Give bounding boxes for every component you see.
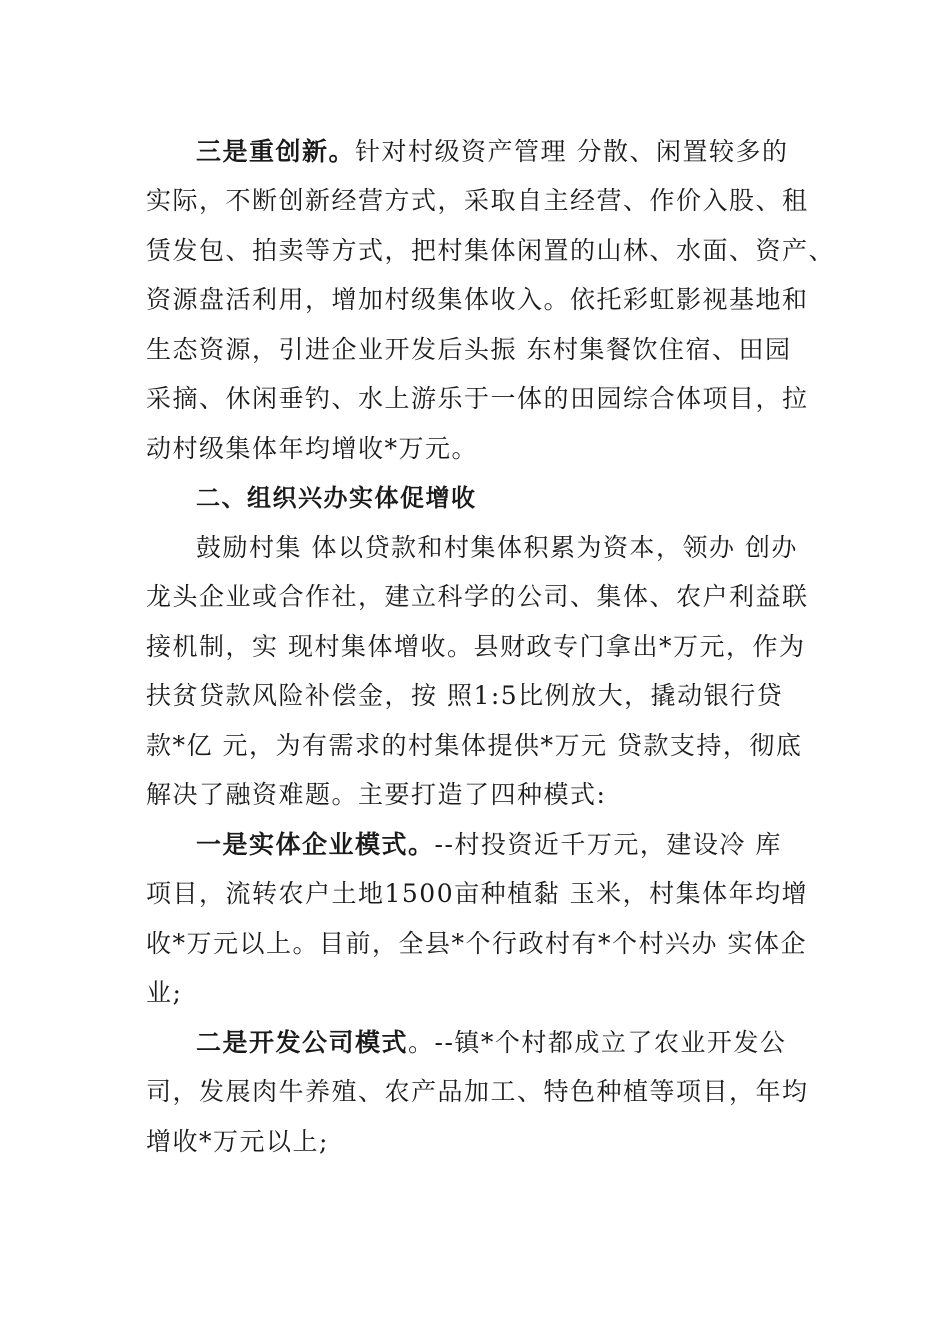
paragraph-lead: 二是开发公司模式 xyxy=(196,1028,409,1057)
paragraph-line: 接机制，实 现村集体增收。县财政专门拿出*万元，作为 xyxy=(146,632,806,661)
line-text: 针对村级资产管理 分散、闲置较多的 xyxy=(355,137,789,166)
paragraph-line xyxy=(196,135,876,169)
paragraph-line: 实际，不断创新经营方式，采取自主经营、作价入股、租 xyxy=(146,186,809,215)
paragraph-line: 款*亿 元，为有需求的村集体提供*万元 贷款支持，彻底 xyxy=(146,731,803,760)
paragraph-line: 业; xyxy=(146,978,183,1007)
paragraph-line: 鼓励村集 体以贷款和村集体积累为资本，领办 创办 xyxy=(196,533,798,562)
paragraph-line: 解决了融资难题。主要打造了四种模式: xyxy=(146,780,607,809)
paragraph-line: 生态资源，引进企业开发后头振 东村集餐饮住宿、田园 xyxy=(146,335,792,364)
paragraph-lead: 三是重创新。 xyxy=(196,137,356,166)
paragraph-line: 采摘、休闲垂钓、水上游乐于一体的田园综合体项目，拉 xyxy=(146,384,809,413)
paragraph-line: 项目，流转农户土地1500亩种植黏 玉米，村集体年均增 xyxy=(146,879,809,908)
paragraph-line: 资源盘活利用，增加村级集体收入。依托彩虹影视基地和 xyxy=(146,285,809,314)
paragraph-line xyxy=(196,828,876,862)
section-heading: 二、组织兴办实体促增收 xyxy=(196,484,477,512)
paragraph-lead: 一是实体企业模式。 xyxy=(196,830,435,859)
paragraph-line: 赁发包、拍卖等方式，把村集体闲置的山林、水面、资产、 xyxy=(146,236,836,265)
paragraph-line: 龙头企业或合作社，建立科学的公司、集体、农户利益联 xyxy=(146,582,809,611)
paragraph-line xyxy=(196,1026,876,1060)
paragraph-line: 扶贫贷款风险补偿金，按 照1:5比例放大，撬动银行贷 xyxy=(146,681,784,710)
paragraph-line: 收*万元以上。目前，全县*个行政村有*个村兴办 实体企 xyxy=(146,929,807,958)
line-text: --村投资近千万元，建设冷 库 xyxy=(434,830,782,859)
paragraph-line: 司，发展肉牛养殖、农产品加工、特色种植等项目，年均 xyxy=(146,1077,809,1106)
line-text: 。--镇*个村都成立了农业开发公 xyxy=(408,1028,787,1057)
paragraph-line: 增收*万元以上; xyxy=(146,1127,329,1156)
paragraph-line: 动村级集体年均增收*万元。 xyxy=(146,434,479,463)
